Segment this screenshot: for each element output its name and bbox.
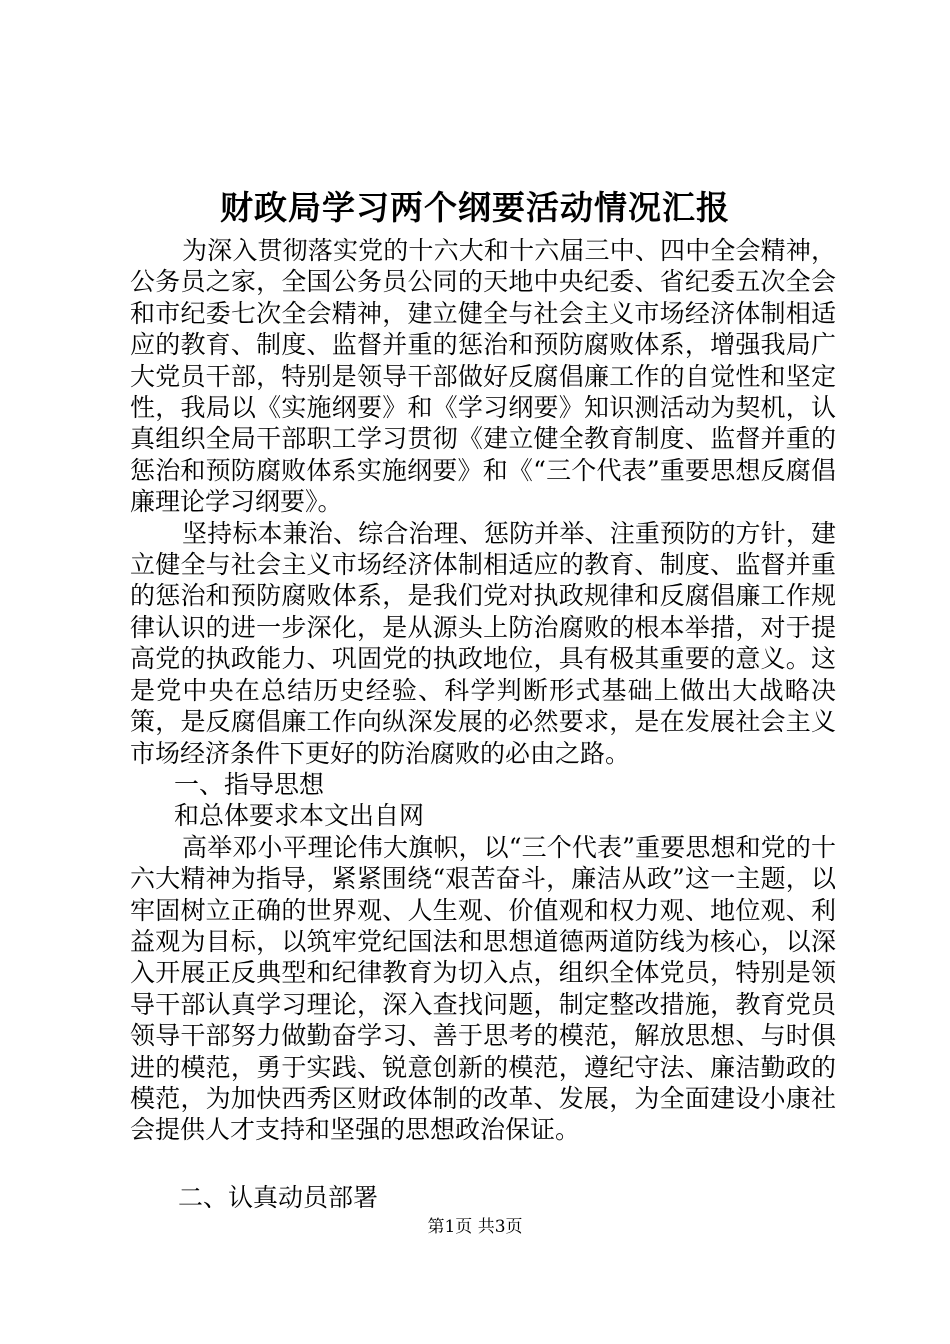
paragraph-intro: 为深入贯彻落实党的十六大和十六届三中、四中全会精神，公务员之家，全国公务员公同的天地中央纪委、省纪委五次全会和市纪委七次全会精神，建立健全与社会主义市场经济体制相适应的教育、制度、监督并重的惩治和预防腐败体系，增强我局广大党员干部，特别是领导干部做好反腐倡廉工作的自觉性和坚定性，我局以《实施纲要》和《学习纲要》知识测活动为契机，认真组织全局干部职工学习贯彻《建立健全教育制度、监督并重的惩治和预防腐败体系实施纲要》和《“三个代表”重要思想反腐倡廉理论学习纲要》。 <box>130 236 836 517</box>
paragraph-guiding-thought: 高举邓小平理论伟大旗帜，以“三个代表”重要思想和党的十六大精神为指导，紧紧围绕“艰苦奋斗，廉洁从政”这一主题，以牢固树立正确的世界观、人生观、价值观和权力观、地位观、利益观为目标，以筑牢党纪国法和思想道德两道防线为核心，以深入开展正反典型和纪律教育为切入点，组织全体党员，特别是领导干部认真学习理论，深入查找问题，制定整改措施，教育党员领导干部努力做勤奋学习、善于思考的模范，解放思想、与时俱进的模范，勇于实践、锐意创新的模范，遵纪守法、廉洁勤政的模范，为加快西秀区财政体制的改革、发展，为全面建设小康社会提供人才支持和坚强的思想政治保证。 <box>130 832 836 1145</box>
document-title: 财政局学习两个纲要活动情况汇报 <box>220 188 730 227</box>
section-heading-mobilization: 二、认真动员部署 <box>178 1182 379 1212</box>
section-subheading: 和总体要求本文出自网 <box>174 801 425 831</box>
section-heading-guiding-thought: 一、指导思想 <box>174 769 325 799</box>
page-footer: 第1页 共3页 <box>427 1217 523 1237</box>
paragraph-policy: 坚持标本兼治、综合治理、惩防并举、注重预防的方针，建立健全与社会主义市场经济体制相适应的教育、制度、监督并重的惩治和预防腐败体系，是我们党对执政规律和反腐倡廉工作规律认识的进一步深化，是从源头上防治腐败的根本举措，对于提高党的执政能力、巩固党的执政地位，具有极其重要的意义。这是党中央在总结历史经验、科学判断形式基础上做出大战略决策，是反腐倡廉工作向纵深发展的必然要求，是在发展社会主义市场经济条件下更好的防治腐败的必由之路。 <box>130 518 836 768</box>
document-body <box>130 235 836 1213</box>
